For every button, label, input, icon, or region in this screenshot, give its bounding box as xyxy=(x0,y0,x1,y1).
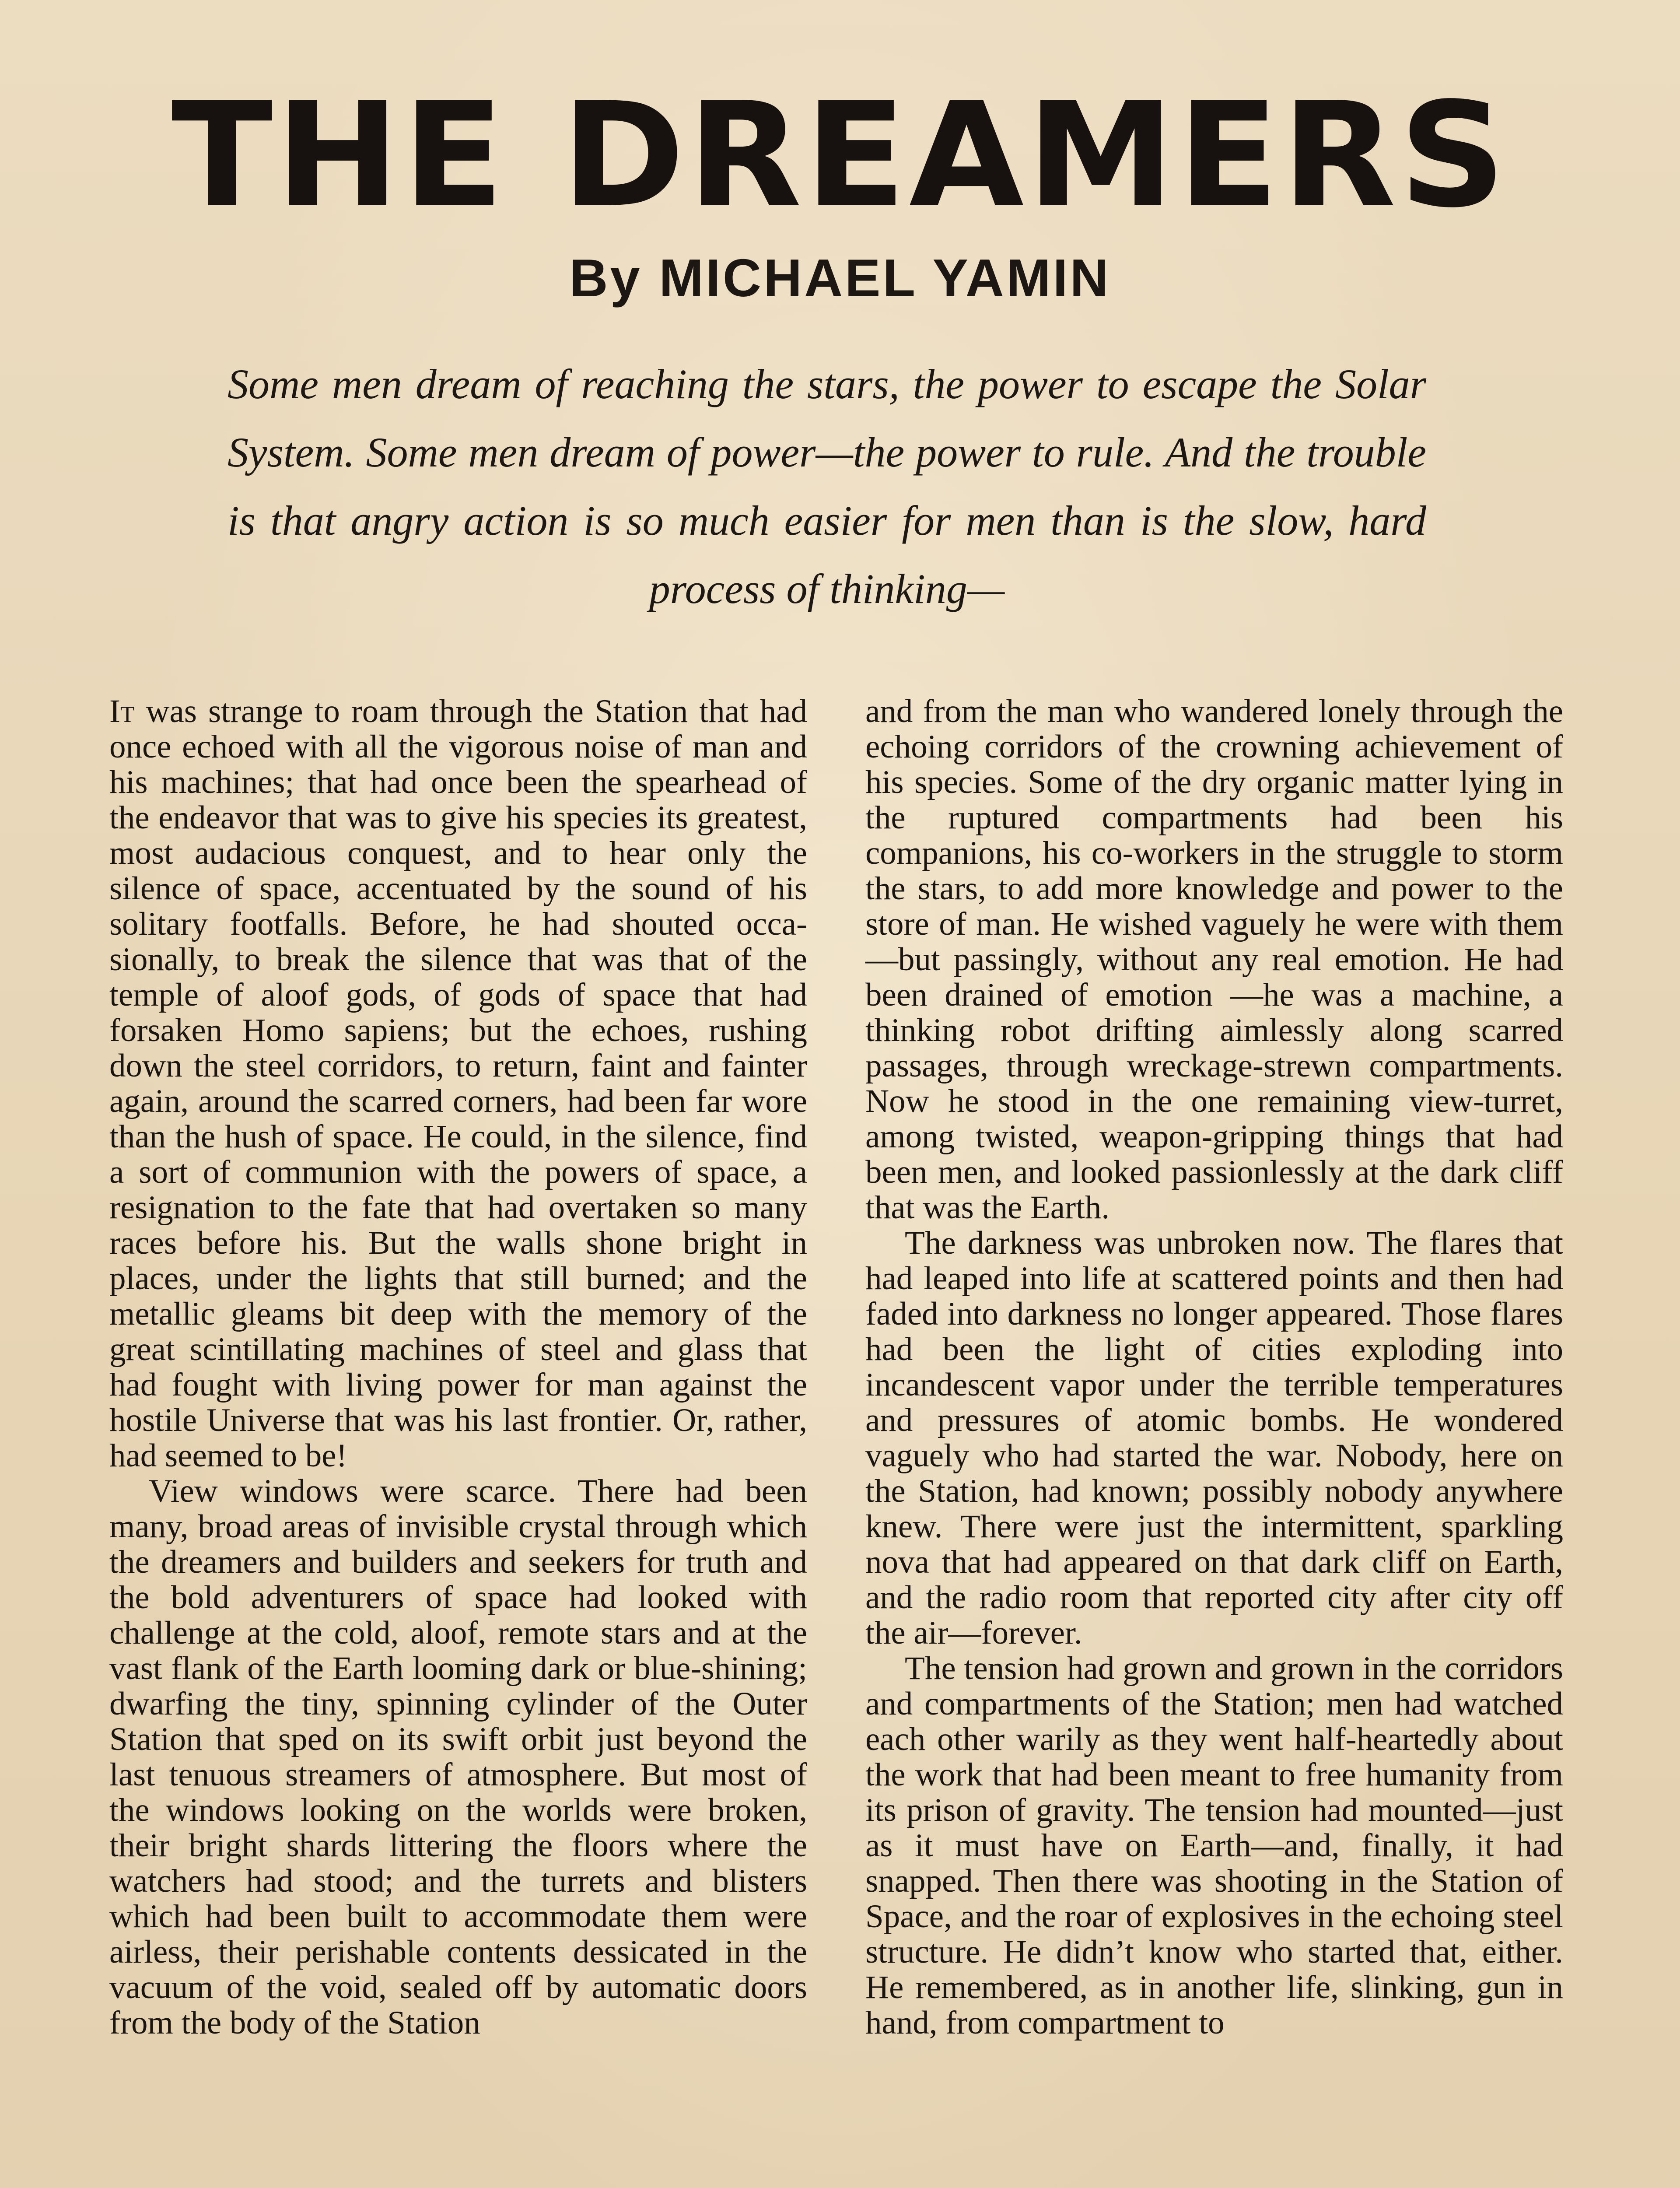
paragraph xyxy=(109,694,807,1473)
story-blurb: Some men dream of reaching the stars, the power to escape the Solar System. Some men dream of power—the power to rule. And the trouble is that angry action is so much easier for men than is the slow, hard process of thinking— xyxy=(228,361,1426,612)
paragraph: View windows were scarce. There had been many, broad areas of invisible crystal through which the dreamers and builders and seekers for truth and the bold adventurers of space had looked with challenge at the cold, aloof, remote stars and at the vast flank of the Earth looming dark or blue-shining; dwarfing the tiny, spinning cylinder of the Outer Station that sped on its swift orbit just beyond the last tenuous streamers of atmosphere. But most of the windows looking on the worlds were broken, their bright shards littering the floors where the watchers had stood; and the turrets and blisters which had been built to accommodate them were airless, their perishable contents dessicated in the vacuum of the void, sealed off by automatic doors from the body of the Station xyxy=(109,1473,807,2041)
paragraph: The tension had grown and grown in the corridors and compartments of the Station; men had watched each other warily as they went half-heartedly about the work that had been meant to free humanity from its prison of gravity. The tension had mounted—just as it must have on Earth—and, finally, it had snapped. Then there was shooting in the Station of Space, and the roar of explosives in the echoing steel structure. He didn’t know who started that, either. He remembered, as in another life, slinking, gun in hand, from compartment to xyxy=(865,1650,1563,2041)
left-column xyxy=(109,694,807,2041)
right-column xyxy=(865,694,1563,2041)
author-byline: By MICHAEL YAMIN xyxy=(569,248,1111,308)
opening-word: It xyxy=(109,693,135,729)
paragraph: The darkness was unbroken now. The flares that had leaped into life at scattered points and then had faded into darkness no longer appeared. Those flares had been the light of cities exploding into incandescent vapor under the terrible temperatures and pressures of atomic bombs. He wondered vaguely who had started the war. Nobody, here on the Station, had known; possibly nobody anywhere knew. There were just the intermittent, sparkling nova that had appeared on that dark cliff on Earth, and the radio room that reported city after city off the air—forever. xyxy=(865,1225,1563,1651)
story-title: THE DREAMERS xyxy=(171,71,1509,239)
paragraph: and from the man who wandered lonely through the echoing corridors of the crowning achievement of his species. Some of the dry organic matter lying in the ruptured compartments had been his companions, his co-workers in the struggle to storm the stars, to add more knowledge and power to the store of man. He wished vaguely he were with them—but passingly, without any real emotion. He had been drained of emotion —he was a machine, a thinking robot drifting aimlessly along scarred passages, through wreckage-strewn compartments. Now he stood in the one remaining view-turret, among twisted, weapon-gripping things that had been men, and looked passionlessly at the dark cliff that was the Earth. xyxy=(865,693,1563,1226)
paragraph-text: was strange to roam through the Station that had once echoed with all the vigorous noise of man and his machines; that had once been the spearhead of the endeavor that was to give his species its greatest, most audacious conquest, and to hear only the silence of space, accentuated by the sound of his solitary footfalls. Before, he had shouted occasionally, to break the silence that was that of the temple of aloof gods, of gods of space that had forsaken Homo sapiens; but the echoes, rushing down the steel corridors, to return, faint and fainter again, around the scarred corners, had been far wore than the hush of space. He could, in the silence, find a sort of communion with the powers of space, a resignation to the fate that had overtaken so many races before his. But the walls shone bright in places, under the lights that still burned; and the metallic gleams bit deep with the memory of the great scintillating machines of steel and glass that had fought with living power for man against the hostile Universe that was his last frontier. Or, rather, had seemed to be! xyxy=(109,693,807,1474)
